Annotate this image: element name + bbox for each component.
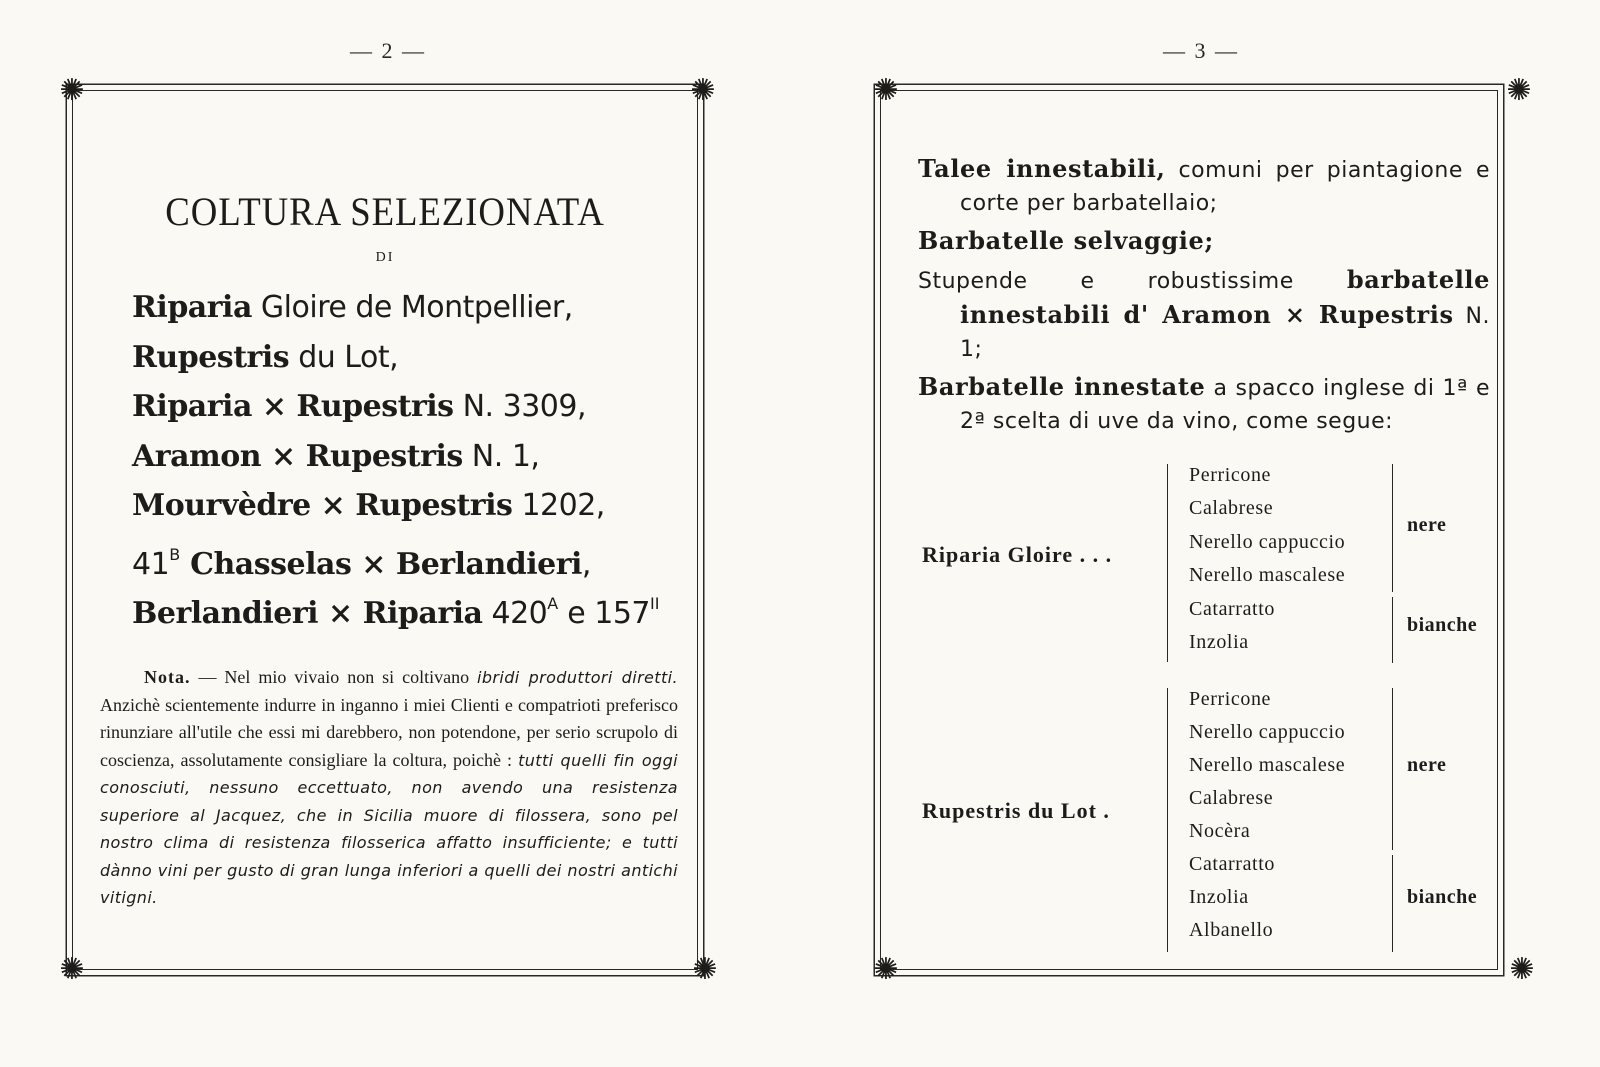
subtitle: DI	[375, 250, 395, 265]
grape-variety: Nocèra	[1189, 820, 1251, 842]
asterisk-ornament-icon: ✺	[1509, 952, 1535, 987]
variety-line: Berlandieri × Riparia $420^A$ e $157^{II}$	[132, 594, 660, 631]
color-label-nere: nere	[1407, 514, 1447, 536]
offer-list	[918, 152, 1490, 442]
asterisk-ornament-icon: ✺	[59, 73, 85, 108]
nota-label: Nota.	[144, 667, 191, 687]
rootstock-label: Riparia Gloire . . .	[922, 542, 1113, 567]
offer-item: Barbatelle innestate a spacco inglese di 1ª e 2ª scelta di uve da vino, come segue:	[918, 372, 1491, 434]
offer-item: Talee innestabili, comuni per piantagione e corte per barbatellaio;	[918, 154, 1490, 216]
grape-variety: Nerello mascalese	[1189, 754, 1346, 776]
grape-variety: Calabrese	[1189, 787, 1274, 809]
variety-line: Riparia Gloire de Montpellier,	[132, 290, 573, 325]
asterisk-ornament-icon: ✺	[873, 952, 899, 987]
offer-item: Barbatelle selvaggie;	[918, 226, 1214, 255]
brace-right	[1392, 855, 1393, 952]
color-label-nere: nere	[1407, 754, 1447, 776]
color-label-bianche: bianche	[1407, 886, 1478, 908]
brace-right	[1392, 464, 1393, 592]
brace-right	[1392, 597, 1393, 663]
grape-variety: Nerello mascalese	[1189, 564, 1346, 586]
grape-variety: Albanello	[1189, 919, 1274, 941]
page-number-right: — 3 —	[1163, 38, 1239, 63]
variety-line: Aramon × Rupestris N. 1,	[132, 438, 540, 474]
variety-line: Riparia × Rupestris N. 3309,	[132, 389, 586, 424]
grape-variety: Inzolia	[1189, 631, 1249, 653]
grape-variety: Nerello cappuccio	[1189, 531, 1346, 553]
grape-variety: Calabrese	[1189, 497, 1274, 519]
asterisk-ornament-icon: ✺	[690, 73, 716, 108]
brace-left	[1167, 464, 1168, 662]
variety-line: Mourvèdre × Rupestris 1202,	[132, 488, 605, 523]
grape-variety: Catarratto	[1189, 598, 1275, 620]
asterisk-ornament-icon: ✺	[873, 73, 899, 108]
grape-variety: Nerello cappuccio	[1189, 721, 1346, 743]
asterisk-ornament-icon: ✺	[1506, 73, 1532, 108]
nota-paragraph: Nota. — Nel mio vivaio non si coltivano ibridi produttori diretti. Anzichè scientemente indurre in inganno i miei Clienti e compatrioti preferisco rinunziare all'utile che essi mi darebbero, non potendone, per serio scrupolo di coscienza, assolutamente consigliare la coltura, poichè : tutti quelli fin oggi conosciuti, nessuno eccettuato, non avendo una resistenza superiore al Jacquez, che in Sicilia muore di filossera, sono pel nostro clima di resistenza filosserica affatto insufficiente; e tutti dànno vini per gusto di gran lunga inferiori a quelli dei nostri antichi vitigni.	[100, 667, 679, 907]
grape-variety: Inzolia	[1189, 886, 1249, 908]
grape-variety: Perricone	[1189, 464, 1272, 486]
page-number-left: — 2 —	[350, 38, 426, 63]
grape-variety: Catarratto	[1189, 853, 1275, 875]
offer-item: Stupende e robustissime barbatelle innestabili d' Aramon × Rupestris N. 1;	[918, 265, 1490, 362]
color-label-bianche: bianche	[1407, 614, 1478, 636]
brace-left	[1167, 688, 1168, 952]
brace-right	[1392, 688, 1393, 850]
page-title: COLTURA SELEZIONATA	[165, 189, 605, 234]
variety-list	[132, 282, 659, 629]
variety-line: Rupestris du Lot,	[132, 339, 399, 375]
grape-variety: Perricone	[1189, 688, 1272, 710]
rootstock-label: Rupestris du Lot .	[922, 798, 1110, 823]
asterisk-ornament-icon: ✺	[692, 952, 718, 987]
variety-line: $41^B$ Chasselas × Berlandieri,	[132, 544, 591, 582]
asterisk-ornament-icon: ✺	[59, 952, 85, 987]
